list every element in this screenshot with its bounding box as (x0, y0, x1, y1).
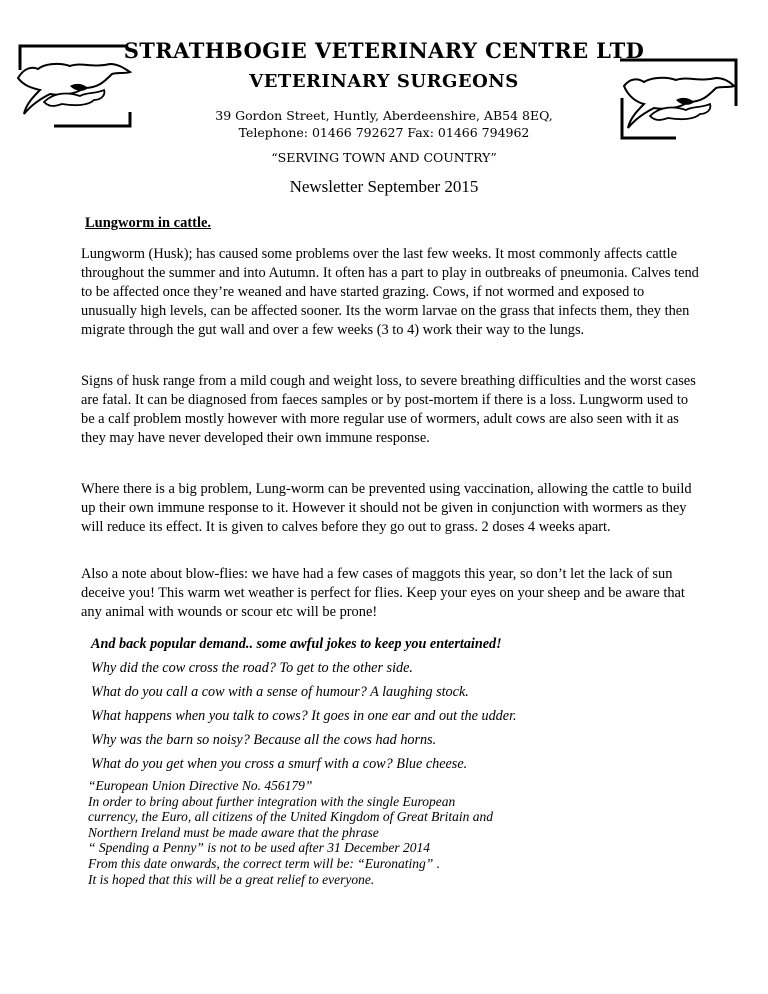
company-name: STRATHBOGIE VETERINARY CENTRE LTD (123, 38, 645, 63)
eu-directive-notice (88, 778, 608, 887)
eu-notice-line: It is hoped that this will be a great relief to everyone. (88, 871, 375, 887)
joke-item: What do you get when you cross a smurf with a cow? Blue cheese. (91, 756, 468, 772)
article-paragraph: Where there is a big problem, Lung-worm can be prevented using vaccination, allowing the cattle to build up their own immune response to it. However it should not be given in conjunction with wormers as they will reduce its effect. It is given to calves before they go out to grass. 2 doses 4 weeks apart. (81, 481, 692, 535)
article-paragraph: Lungworm (Husk); has caused some problems over the last few weeks. It most commonly affects cattle throughout the summer and into Autumn. It often has a part to play in outbreaks of pneumonia. Calves tend to be affected once they’re weaned and have started grazing. Cows, if not wormed and exposed to unusually high levels, can be affected sooner. Its the worm larvae on the grass that infects them, they then migrate through the gut wall and over a few weeks (3 to 4) work their way to the lungs. (81, 246, 699, 338)
phone-fax-line: Telephone: 01466 792627 Fax: 01466 794962 (238, 125, 530, 140)
eu-notice-line: “European Union Directive No. 456179” (88, 778, 313, 793)
eu-notice-line: In order to bring about further integration with the single European (88, 793, 456, 809)
eu-notice-line: currency, the Euro, all citizens of the United Kingdom of Great Britain and (88, 809, 493, 825)
article-paragraph: Also a note about blow-flies: we have had a few cases of maggots this year, so don’t let the lack of sun deceive you! This warm wet weather is perfect for flies. Keep your eyes on your sheep and be aware that any animal with wounds or scour etc will be prone! (81, 566, 685, 620)
address-line: 39 Gordon Street, Huntly, Aberdeenshire, AB54 8EQ, (215, 108, 553, 123)
slogan: “SERVING TOWN AND COUNTRY” (271, 150, 497, 165)
newsletter-title: Newsletter September 2015 (289, 177, 479, 196)
eu-notice-line: “ Spending a Penny” is not to be used after 31 December 2014 (88, 840, 430, 856)
joke-item: What do you call a cow with a sense of humour? A laughing stock. (91, 684, 469, 700)
eu-notice-line: Northern Ireland must be made aware that the phrase (88, 824, 379, 840)
jokes-title: And back popular demand.. some awful jokes to keep you entertained! (91, 636, 502, 652)
eu-notice-line: From this date onwards, the correct term will be: “Euronating” . (88, 855, 440, 871)
joke-item: Why did the cow cross the road? To get to the other side. (91, 660, 413, 676)
company-subtitle: VETERINARY SURGEONS (249, 71, 519, 92)
article-heading: Lungworm in cattle. (85, 215, 212, 231)
joke-item: What happens when you talk to cows? It goes in one ear and out the udder. (91, 708, 517, 724)
article-paragraph: Signs of husk range from a mild cough and weight loss, to severe breathing difficulties and the worst cases are fatal. It can be diagnosed from faeces samples or by post-mortem if there is a loss. Lungworm used to be a calf problem mostly however with more regular use of wormers, adult cows are also seen with it as they may have never developed their own immune response. (81, 373, 696, 446)
joke-item: Why was the barn so noisy? Because all the cows had horns. (91, 732, 437, 748)
